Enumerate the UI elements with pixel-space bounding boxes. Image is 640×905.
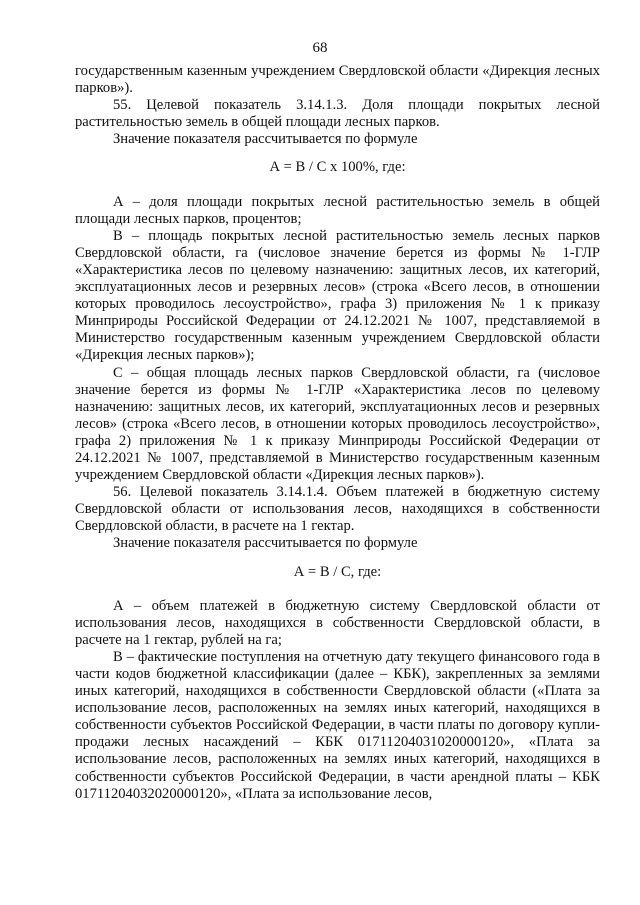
paragraph-definition-b: В – площадь покрытых лесной растительностью земель лесных парков Свердловской области, га (числовое значение берется из формы № 1-ГЛР «Характеристика лесов по целевому назначению: защитных лесов, их категорий, эксплуатационных лесов и резервных лесов» (строка «Всего лесов, в отношении которых проводилось лесоустройство», графа 3) приложения № 1 к приказу Минприроды Российской Федерации от 24.12.2021 № 1007, представляемой в Министерство государственным казенным учреждением Свердловской области «Дирекция лесных парков»); [75, 227, 600, 364]
paragraph-formula-intro: Значение показателя рассчитывается по формуле [113, 131, 418, 148]
paragraph-definition-c: С – общая площадь лесных парков Свердловской области, га (числовое значение берется из формы № 1-ГЛР «Характеристика лесов по целевому назначению: защитных лесов, их категорий, эксплуатационных лесов и резервных лесов» (строка «Всего лесов, в отношении которых проводилось лесоустройство», графа 2) приложения № 1 к приказу Минприроды Российской Федерации от 24.12.2021 № 1007, представляемой в Министерство государственным казенным учреждением Свердловской области «Дирекция лесных парков»). [75, 364, 600, 484]
paragraph-indicator-55-heading: 55. Целевой показатель 3.14.1.3. Доля площади покрытых лесной растительностью земель в общей площади лесных парков. [75, 97, 600, 131]
page-number: 68 [312, 40, 328, 56]
formula-56: А = В / С, где: [293, 563, 382, 580]
paragraph-continuation: государственным казенным учреждением Свердловской области «Дирекция лесных парков»). [75, 63, 600, 97]
formula-55: А = В / С х 100%, где: [269, 159, 406, 176]
document-body [75, 63, 600, 803]
paragraph-definition-b: В – фактические поступления на отчетную дату текущего финансового года в части кодов бюджетной классификации (далее – КБК), закрепленных за землями иных категорий, находящихся в собственности Свердловской области («Плата за использование лесов, расположенных на землях иных категорий, находящихся в собственности субъектов Российской Федерации, в части платы по договору купли-продажи лесных насаждений – КБК 01711204031020000120», «Плата за использование лесов, расположенных на землях иных категорий, находящихся в собственности субъектов Российской Федерации, в части арендной платы – КБК 01711204032020000120», «Плата за использование лесов, [75, 648, 600, 802]
paragraph-indicator-56-heading: 56. Целевой показатель 3.14.1.4. Объем платежей в бюджетную систему Свердловской области от использования лесов, находящихся в собственности Свердловской области, в расчете на 1 гектар. [75, 484, 600, 535]
paragraph-formula-intro: Значение показателя рассчитывается по формуле [113, 535, 418, 552]
paragraph-definition-a: А – объем платежей в бюджетную систему Свердловской области от использования лесов, находящихся в собственности Свердловской области, в расчете на 1 гектар, рублей на га; [75, 597, 600, 648]
paragraph-definition-a: А – доля площади покрытых лесной растительностью земель в общей площади лесных парков, процентов; [75, 193, 600, 227]
